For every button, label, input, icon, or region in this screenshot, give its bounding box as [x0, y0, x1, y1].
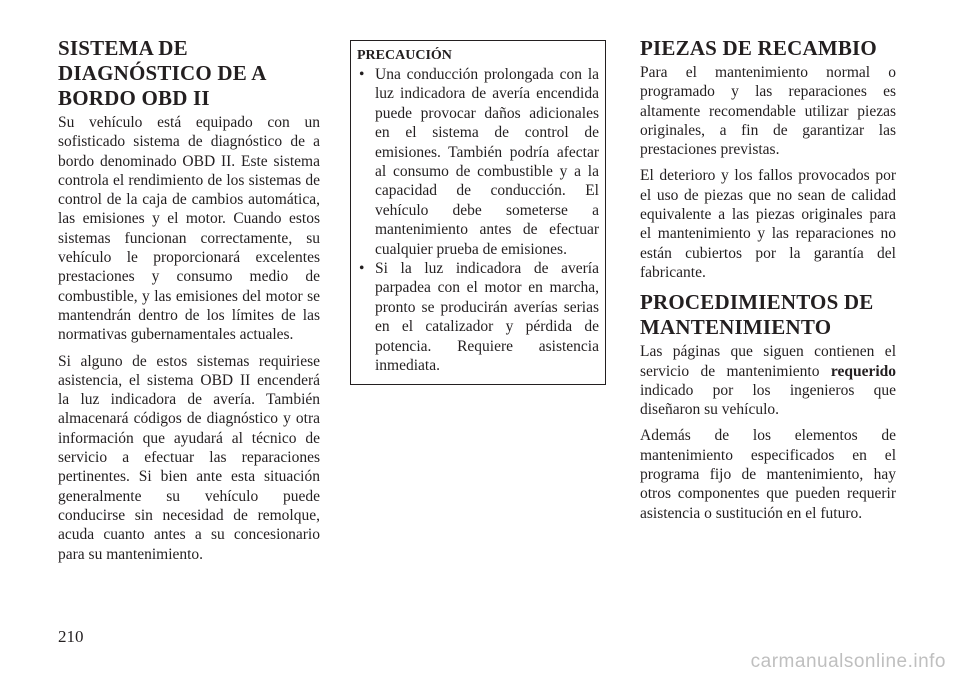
column-caution	[350, 40, 606, 385]
caution-item	[357, 259, 599, 375]
caution-list	[357, 65, 599, 376]
bullet-icon: •	[359, 66, 365, 83]
text-segment: indicado por los ingenieros que diseñaron su vehículo.	[640, 381, 896, 419]
watermark-text: carmanualsonline.info	[750, 651, 946, 672]
heading-replacement-parts: PIEZAS DE RECAMBIO	[640, 36, 877, 60]
paragraph-maintenance-other: Además de los elementos de mantenimiento especificados en el programa fijo de mantenimiento, hay otros componentes que pueden requerir asistencia o sustitución en el futuro.	[640, 427, 896, 522]
caution-box	[350, 40, 606, 385]
paragraph-parts-intro: Para el mantenimiento normal o programado y las reparaciones es altamente recomendable utilizar piezas originales, a fin de garantizar las prestaciones previstas.	[640, 64, 896, 159]
column-obd	[58, 36, 320, 571]
heading-obd: SISTEMA DE DIAGNÓSTICO DE A BORDO OBD II	[58, 36, 266, 110]
caution-item	[357, 65, 599, 259]
paragraph-maintenance-required	[640, 342, 896, 419]
bullet-icon: •	[359, 260, 365, 278]
paragraph-parts-warranty: El deterioro y los fallos provocados por el uso de piezas que no sean de calidad equivalente a las piezas originales para el mantenimiento y las reparaciones no están cubiertos por la garantía del fabricante.	[640, 167, 896, 281]
column-parts	[640, 36, 896, 530]
caution-item-text: Una conducción prolongada con la luz indicadora de avería encendida puede provocar daños adicionales en el sistema de control de emisiones. También podría afectar al consumo de combustible y a la capacidad de conducción. El vehículo debe someterse a mantenimiento antes de efectuar cualquier prueba de emisiones.	[375, 66, 599, 258]
text-segment: Las páginas que siguen contienen el servicio de mantenimiento	[640, 343, 896, 380]
page-number: 210	[58, 627, 84, 646]
heading-maintenance-procedures: PROCEDIMIENTOS DE MANTENIMIENTO	[640, 290, 874, 340]
paragraph-obd-intro: Su vehículo está equipado con un sofisticado sistema de diagnóstico de a bordo denominado OBD II. Este sistema controla el rendimiento de los sistemas de control de la caja de cambios automática, las emisiones y el motor. Cuando estos sistemas funcionan correctamente, su vehículo le proporcionará excelentes prestaciones y consumo medio de combustible, y las emisiones del motor se mantendrán dentro de los límites de las normativas gubernamentales actuales.	[58, 114, 320, 344]
caution-title: PRECAUCIÓN	[357, 48, 452, 63]
text-emphasis: requerido	[830, 362, 896, 380]
paragraph-obd-service: Si alguno de estos sistemas requiriese asistencia, el sistema OBD II encenderá la luz indicadora de avería. También almacenará códigos de diagnóstico y otra información que ayudará al técnico de servicio a efectuar las reparaciones pertinentes. Si bien ante esta situación generalmente su vehículo puede conducirse sin necesidad de remolque, acuda cuanto antes a su concesionario para su mantenimiento.	[58, 352, 320, 563]
caution-item-text: Si la luz indicadora de avería parpadea con el motor en marcha, pronto se producirán averías serias en el catalizador y pérdida de potencia. Requiere asistencia inmediata.	[375, 260, 599, 375]
